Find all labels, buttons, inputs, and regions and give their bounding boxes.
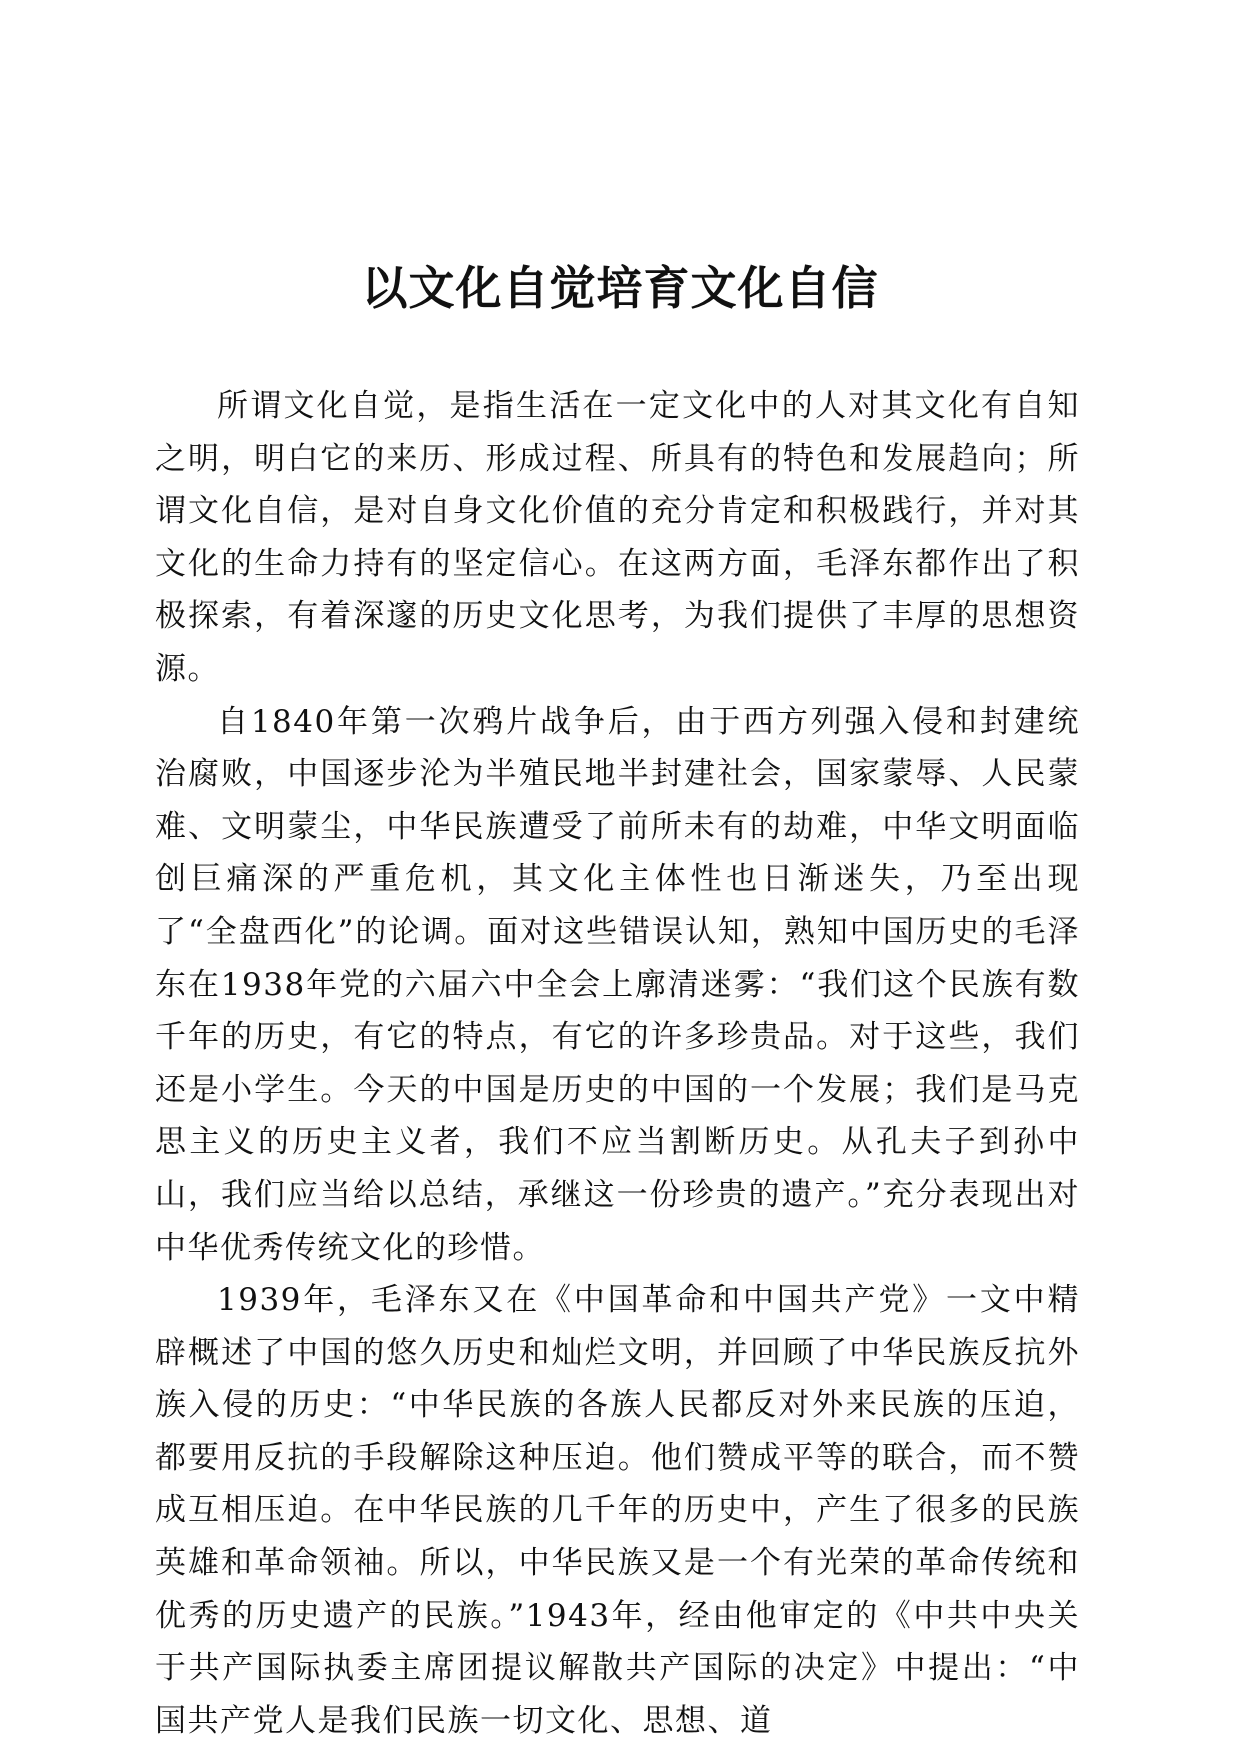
paragraph-2: 自1840年第一次鸦片战争后，由于西方列强入侵和封建统治腐败，中国逐步沦为半殖民地半封建社会，国家蒙辱、人民蒙难、文明蒙尘，中华民族遭受了前所未有的劫难，中华文明面临创巨痛深的严重危机，其文化主体性也日渐迷失，乃至出现了“全盘西化”的论调。面对这些错误认知，熟知中国历史的毛泽东在1938年党的六届六中全会上廓清迷雾：“我们这个民族有数千年的历史，有它的特点，有它的许多珍贵品。对于这些，我们还是小学生。今天的中国是历史的中国的一个发展；我们是马克思主义的历史主义者，我们不应当割断历史。从孔夫子到孙中山，我们应当给以总结，承继这一份珍贵的遗产。”充分表现出对中华优秀传统文化的珍惜。	[155, 703, 1080, 1266]
paragraph-1: 所谓文化自觉，是指生活在一定文化中的人对其文化有自知之明，明白它的来历、形成过程、所具有的特色和发展趋向；所谓文化自信，是对自身文化价值的充分肯定和积极践行，并对其文化的生命力持有的坚定信心。在这两方面，毛泽东都作出了积极探索，有着深邃的历史文化思考，为我们提供了丰厚的思想资源。	[155, 388, 1080, 687]
page-title: 以文化自觉培育文化自信	[361, 261, 879, 315]
paragraph-3: 1939年，毛泽东又在《中国革命和中国共产党》一文中精辟概述了中国的悠久历史和灿烂文明，并回顾了中华民族反抗外族入侵的历史：“中华民族的各族人民都反对外来民族的压迫，都要用反抗的手段解除这种压迫。他们赞成平等的联合，而不赞成互相压迫。在中华民族的几千年的历史中，产生了很多的民族英雄和革命领袖。所以，中华民族又是一个有光荣的革命传统和优秀的历史遗产的民族。”1943年，经由他审定的《中共中央关于共产国际执委主席团提议解散共产国际的决定》中提出：“中国共产党人是我们民族一切文化、思想、道	[155, 1282, 1080, 1739]
article-body	[155, 380, 1080, 1747]
